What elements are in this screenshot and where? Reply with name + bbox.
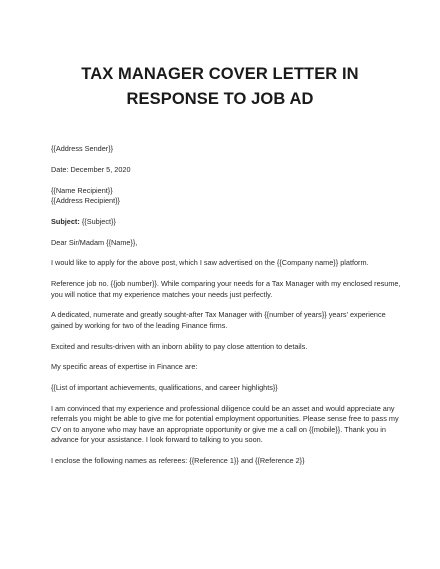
salutation: Dear Sir/Madam {{Name}}, [51, 237, 138, 247]
title-line-2: RESPONSE TO JOB AD [126, 90, 314, 108]
letter-body [51, 144, 401, 466]
paragraph-8: I enclose the following names as referees: {{Reference 1}} and {{Reference 2}} [51, 456, 305, 465]
document-title [20, 62, 420, 112]
subject-label: Subject: [51, 216, 80, 226]
subject-line [51, 217, 401, 227]
address-sender: {{Address Sender}} [51, 144, 114, 153]
paragraph-4: Excited and results-driven with an inborn ability to pay close attention to details. [51, 341, 308, 351]
title-line-1: TAX MANAGER COVER LETTER IN [81, 65, 359, 83]
paragraph-3: A dedicated, numerate and greatly sought-after Tax Manager with {{number of years}} years' experience gained by working for two of the leading Finance firms. [51, 310, 386, 330]
paragraph-2: Reference job no. {{job number}}. While comparing your needs for a Tax Manager with my enclosed resume, you will notice that my experience matches your needs just perfectly. [51, 279, 401, 299]
address-recipient: {{Address Recipient}} [51, 196, 120, 205]
paragraph-1: I would like to apply for the above post, which I saw advertised on the {{Company name}} platform. [51, 258, 369, 268]
letter-date: Date: December 5, 2020 [51, 164, 131, 174]
paragraph-7: I am convinced that my experience and professional diligence could be an asset and would appreciate any referrals you might be able to give me for potential employment opportunities. Please sense free to pass my CV on to anyone who may have an appropriate opportunity or give me a call on {{mobile}}. Thank you in advance for your assistance. I look forward to talking to you soon. [51, 403, 399, 445]
paragraph-6: {{List of important achievements, qualifications, and career highlights}} [51, 383, 278, 393]
paragraph-5: My specific areas of expertise in Finance are: [51, 362, 198, 372]
subject-value: {{Subject}} [79, 216, 116, 226]
name-recipient: {{Name Recipient}} [51, 185, 113, 195]
